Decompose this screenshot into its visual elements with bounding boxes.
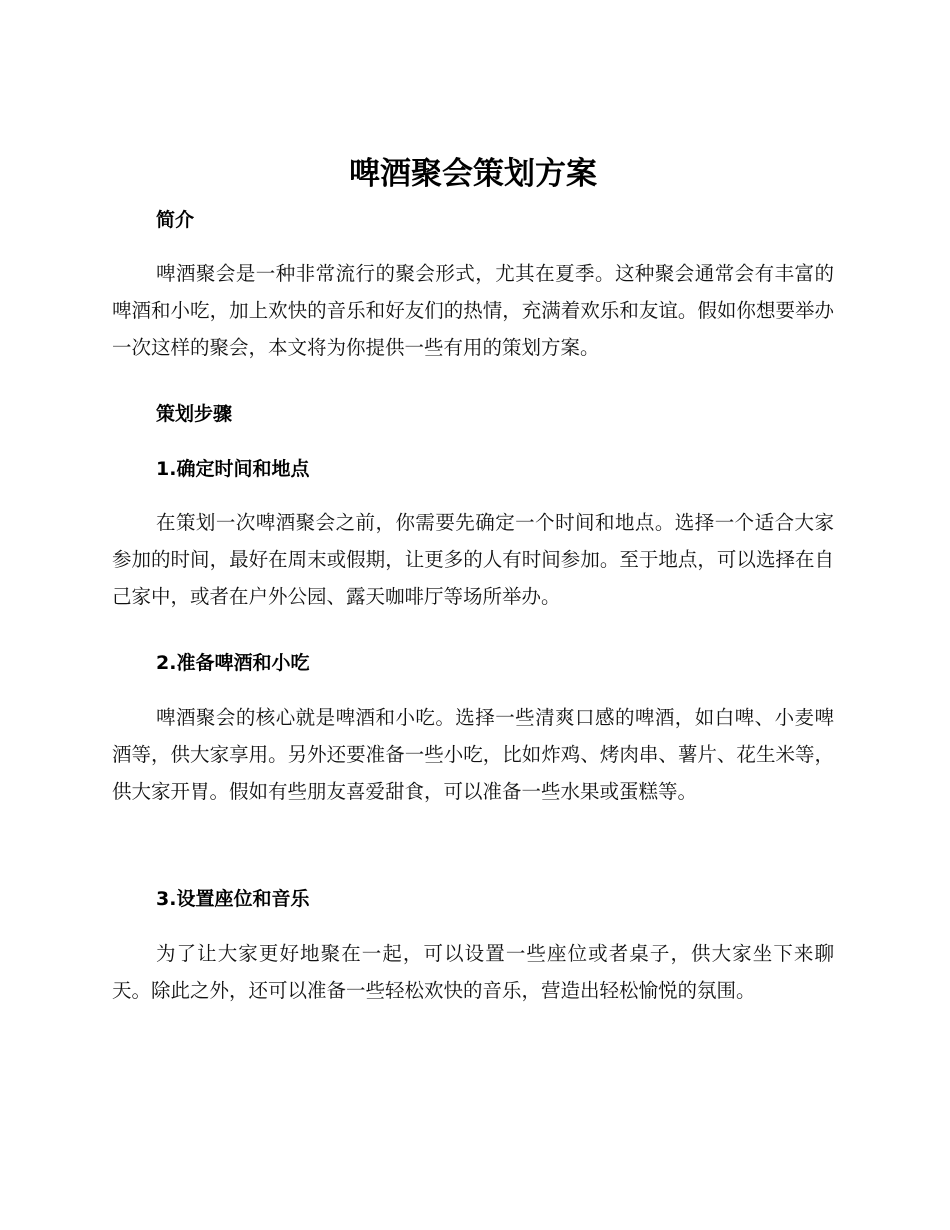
document-title: 啤酒聚会策划方案 — [349, 156, 597, 192]
paragraph-intro: 啤酒聚会是一种非常流行的聚会形式，尤其在夏季。这种聚会通常会有丰富的啤酒和小吃，加上欢快的音乐和好友们的热情，充满着欢乐和友谊。假如你想要举办一次这样的聚会，本文将为你提供一些有用的策划方案。 — [112, 262, 834, 359]
paragraph-step-3: 为了让大家更好地聚在一起，可以设置一些座位或者桌子，供大家坐下来聊天。除此之外，还可以准备一些轻松欢快的音乐，营造出轻松愉悦的氛围。 — [112, 942, 834, 1002]
section-heading-steps: 策划步骤 — [156, 403, 233, 425]
section-heading-intro: 简介 — [156, 209, 195, 231]
paragraph-step-1: 在策划一次啤酒聚会之前，你需要先确定一个时间和地点。选择一个适合大家参加的时间，最好在周末或假期，让更多的人有时间参加。至于地点，可以选择在自己家中，或者在户外公园、露天咖啡厅等场所举办。 — [112, 511, 834, 608]
section-heading-step-1: 1.确定时间和地点 — [156, 458, 310, 480]
section-heading-step-2: 2.准备啤酒和小吃 — [156, 652, 310, 674]
paragraph-step-2: 啤酒聚会的核心就是啤酒和小吃。选择一些清爽口感的啤酒，如白啤、小麦啤酒等，供大家享用。另外还要准备一些小吃，比如炸鸡、烤肉串、薯片、花生米等，供大家开胃。假如有些朋友喜爱甜食，可以准备一些水果或蛋糕等。 — [112, 706, 834, 803]
section-heading-step-3: 3.设置座位和音乐 — [156, 888, 310, 910]
